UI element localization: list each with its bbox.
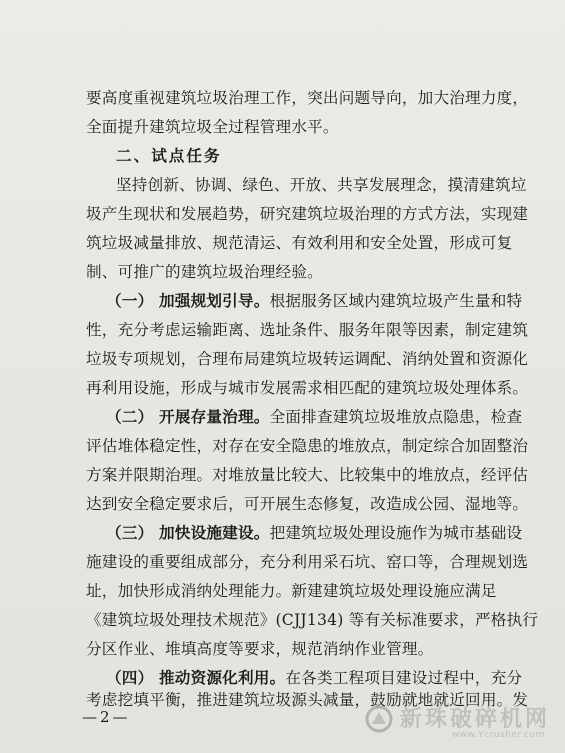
- body-line: 分区作业、堆填高度等要求，规范消纳作业管理。: [86, 640, 434, 658]
- paragraph-line: [106, 291, 523, 311]
- body-line: 筑垃圾减量排放、规范清运、有效利用和安全处置，形成可复: [86, 234, 513, 252]
- body-line: 再利用设施，形成与城市发展需求相匹配的建筑垃圾处理体系。: [86, 379, 529, 397]
- body-line: 全面提升建筑垃圾全过程管理水平。: [86, 118, 339, 136]
- paragraph-line: [106, 407, 523, 427]
- body-line: 性，充分考虑运输距离、选址条件、服务年限等因素，制定建筑: [86, 321, 529, 339]
- body-line: 施建设的重要组成部分，充分利用采石坑、窑口等，合理规划选: [86, 553, 529, 571]
- section-heading: 二、试点任务: [116, 147, 222, 165]
- paragraph-line: [106, 523, 523, 543]
- sub-heading: （一） 加强规划引导。: [106, 292, 270, 310]
- body-line: 制、可推广的建筑垃圾治理经验。: [86, 263, 323, 281]
- watermark-url: www.Ycrusher.com: [452, 730, 545, 740]
- body-line: 圾产生现状和发展趋势，研究建筑垃圾治理的方式方法，实现建: [86, 205, 529, 223]
- body-line: 方案并限期治理。对堆放量比较大、比较集中的堆放点，经评估: [86, 466, 529, 484]
- body-line: 考虑挖填平衡，推进建筑垃圾源头减量，鼓励就地就近回用。发: [86, 691, 529, 709]
- body-text: 把建筑垃圾处理设施作为城市基础设: [269, 524, 523, 542]
- body-text: 根据服务区域内建筑垃圾产生量和特: [269, 292, 523, 310]
- paragraph-line: [106, 668, 523, 688]
- sub-heading: （三） 加快设施建设。: [106, 524, 270, 542]
- body-line: 达到安全稳定要求后，可开展生态修复，改造成公园、湿地等。: [86, 495, 529, 513]
- sub-heading: （四） 推动资源化利用。: [106, 669, 286, 687]
- watermark-text: 新珠破碎机网: [400, 707, 551, 732]
- watermark-logo-icon: [364, 704, 394, 734]
- body-line: 垃圾专项规划，合理布局建筑垃圾转运调配、消纳处置和资源化: [86, 350, 529, 368]
- body-text: 全面排查建筑垃圾堆放点隐患，检查: [269, 408, 523, 426]
- sub-heading: （二） 开展存量治理。: [106, 408, 270, 426]
- body-line: 址，加快形成消纳处理能力。新建建筑垃圾处理设施应满足: [86, 582, 497, 600]
- page-number: —2—: [82, 708, 131, 726]
- body-line: 《建筑垃圾处理技术规范》(CJJ134) 等有关标准要求，严格执行: [86, 611, 539, 629]
- body-text: 在各类工程项目建设过程中，充分: [285, 669, 523, 687]
- body-line: 评估堆体稳定性，对存在安全隐患的堆放点，制定综合加固整治: [86, 437, 529, 455]
- body-line: 要高度重视建筑垃圾治理工作，突出问题导向，加大治理力度，: [86, 89, 529, 107]
- body-line: 坚持创新、协调、绿色、开放、共享发展理念，摸清建筑垃: [116, 176, 527, 194]
- watermark: [360, 700, 560, 750]
